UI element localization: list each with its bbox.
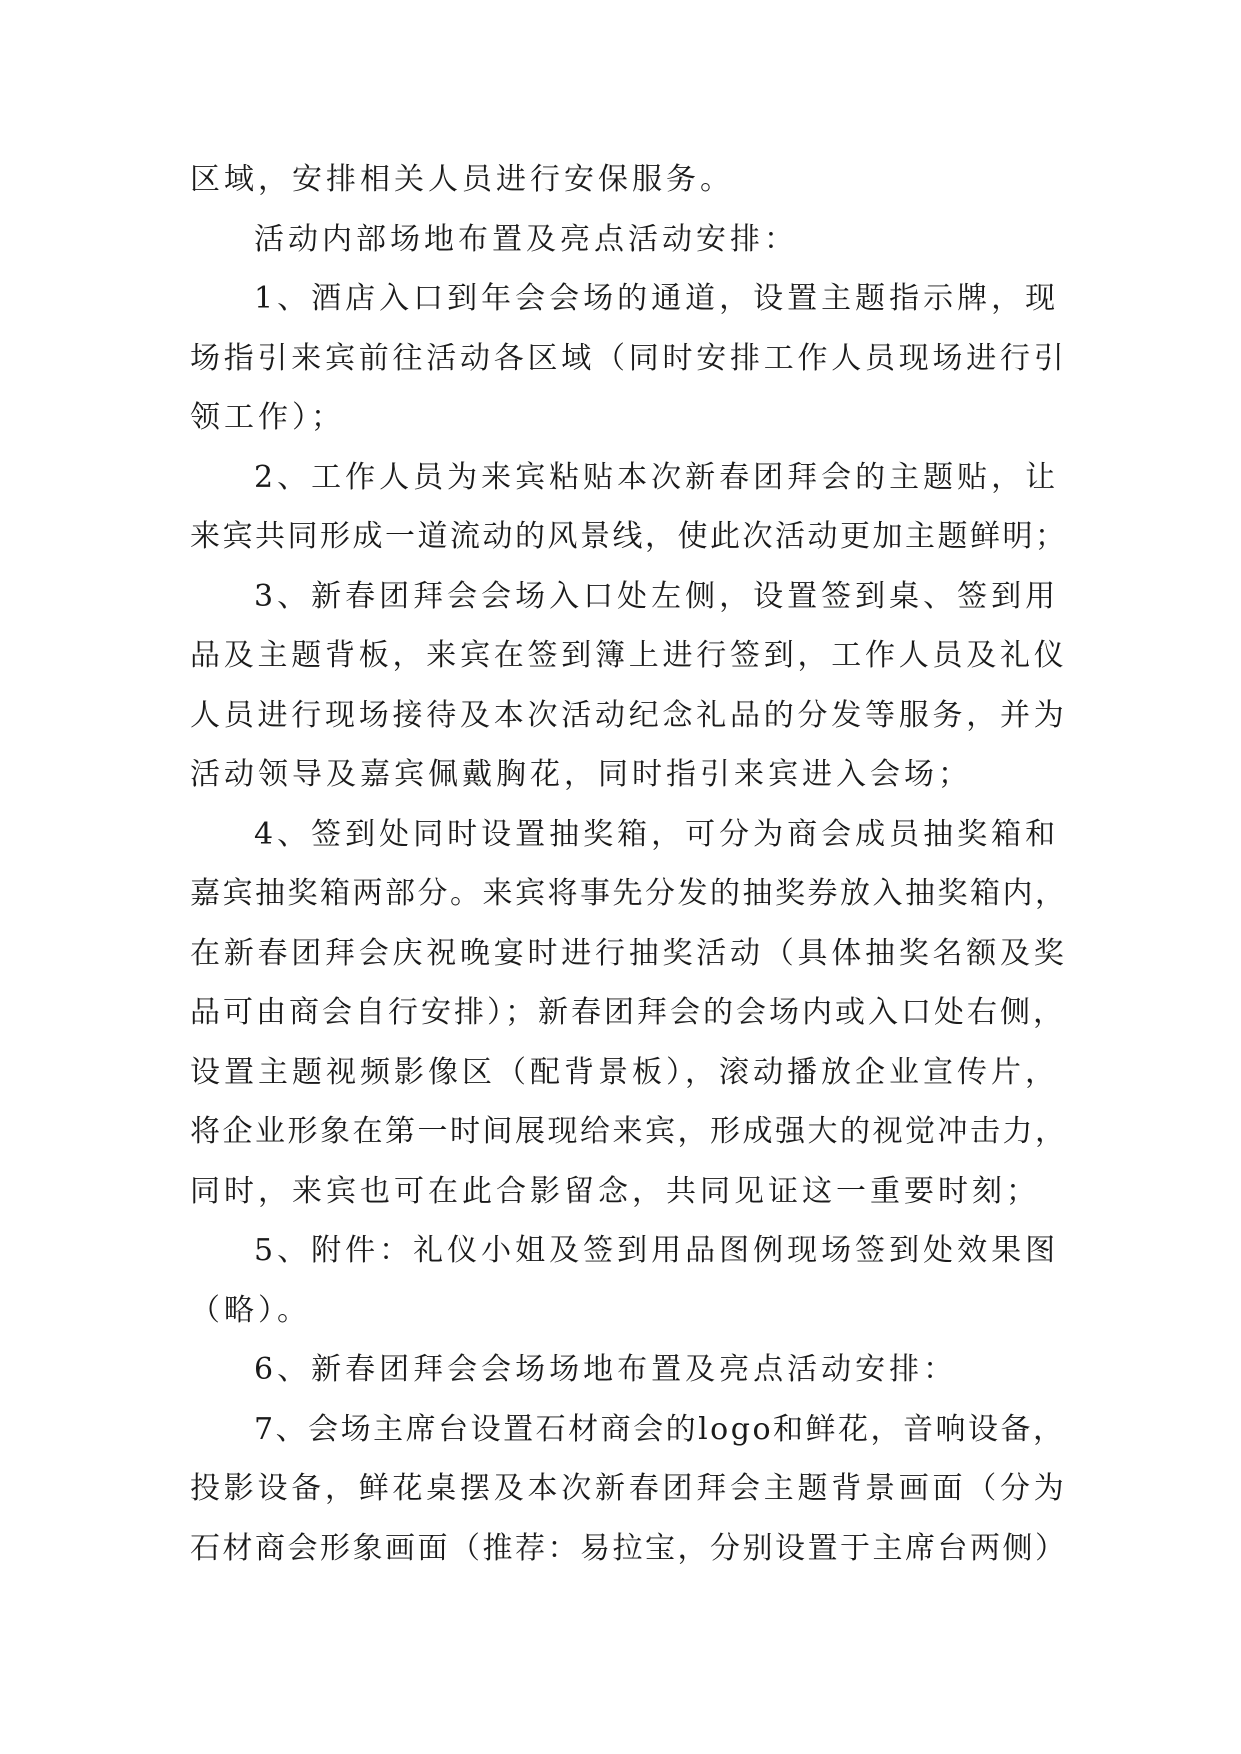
text-line: 投影设备，鲜花桌摆及本次新春团拜会主题背景画面（分为 bbox=[190, 1471, 1068, 1506]
text-line: 3、新春团拜会会场入口处左侧，设置签到桌、签到用 bbox=[254, 578, 1060, 614]
text-line: 7、会场主席台设置石材商会的logo和鲜花，音响设备， bbox=[254, 1411, 1066, 1447]
text-line: 场指引来宾前往活动各区域（同时安排工作人员现场进行引 bbox=[190, 340, 1068, 376]
text-line: 品可由商会自行安排）；新春团拜会的会场内或入口处右侧， bbox=[190, 995, 1066, 1030]
text-line: 将企业形象在第一时间展现给来宾，形成强大的视觉冲击力， bbox=[190, 1114, 1068, 1149]
text-line: 来宾共同形成一道流动的风景线，使此次活动更加主题鲜明； bbox=[190, 519, 1068, 554]
text-line: 区域，安排相关人员进行安保服务。 bbox=[190, 162, 734, 197]
text-line: 嘉宾抽奖箱两部分。来宾将事先分发的抽奖券放入抽奖箱内， bbox=[190, 876, 1068, 911]
text-line: 6、新春团拜会会场场地布置及亮点活动安排： bbox=[254, 1352, 958, 1387]
text-line: 1、酒店入口到年会会场的通道，设置主题指示牌，现 bbox=[254, 281, 1060, 316]
text-line: 人员进行现场接待及本次活动纪念礼品的分发等服务，并为 bbox=[190, 697, 1068, 733]
text-line: 领工作）； bbox=[190, 400, 345, 435]
text-line: 石材商会形象画面（推荐：易拉宝，分别设置于主席台两侧） bbox=[190, 1530, 1068, 1566]
text-line: 2、工作人员为来宾粘贴本次新春团拜会的主题贴，让 bbox=[254, 459, 1060, 495]
text-line: 在新春团拜会庆祝晚宴时进行抽奖活动（具体抽奖名额及奖 bbox=[190, 935, 1068, 971]
text-line: 品及主题背板，来宾在签到簿上进行签到，工作人员及礼仪 bbox=[190, 638, 1068, 673]
text-line: 4、签到处同时设置抽奖箱，可分为商会成员抽奖箱和 bbox=[254, 816, 1060, 852]
text-line: 活动内部场地布置及亮点活动安排： bbox=[254, 221, 798, 257]
text-line: 设置主题视频影像区（配背景板），滚动播放企业宣传片， bbox=[190, 1054, 1059, 1090]
text-line: 5、附件：礼仪小姐及签到用品图例现场签到处效果图 bbox=[254, 1233, 1060, 1268]
text-line: 同时，来宾也可在此合影留念，共同见证这一重要时刻； bbox=[190, 1173, 1040, 1209]
text-line: （略）。 bbox=[190, 1292, 311, 1328]
body-text bbox=[190, 150, 1070, 1578]
text-line: 活动领导及嘉宾佩戴胸花，同时指引来宾进入会场； bbox=[190, 757, 972, 792]
